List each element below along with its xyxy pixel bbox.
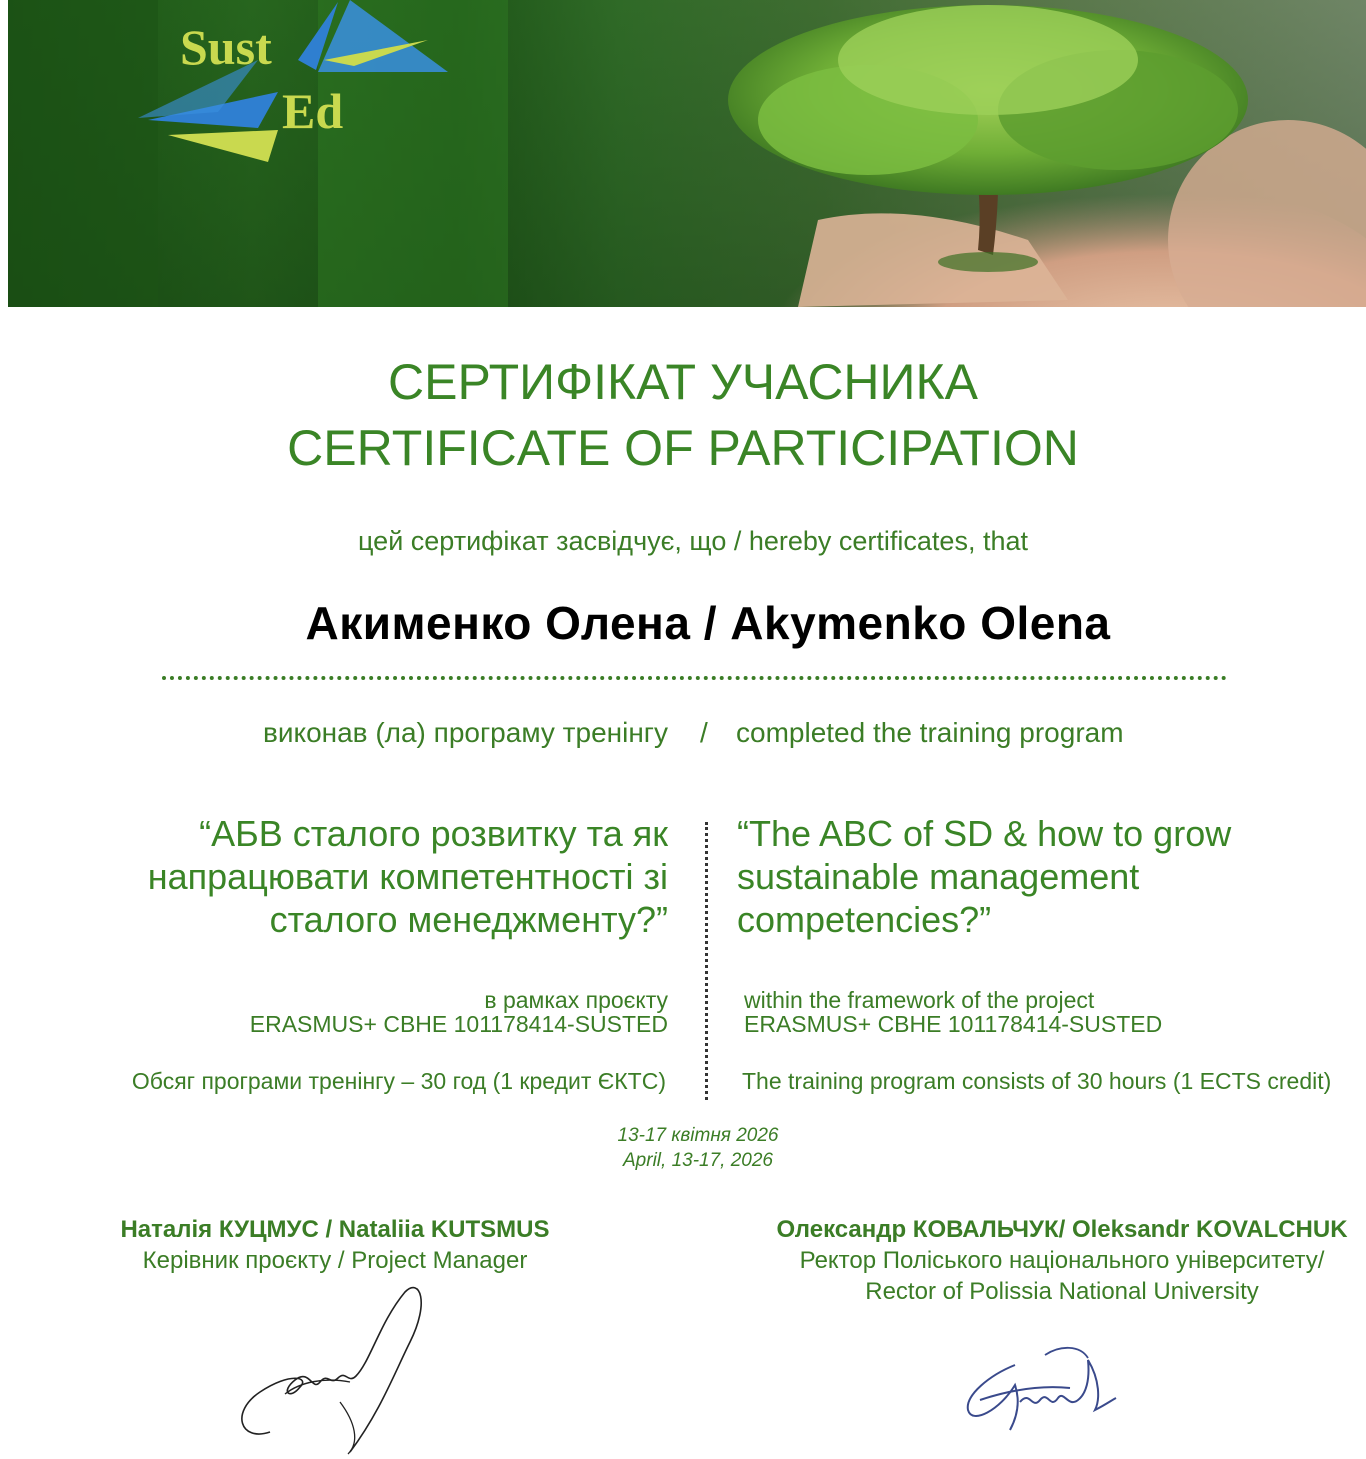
handwritten-signature-manager	[230, 1282, 440, 1458]
signatory-role-line-2: Rector of Polissia National University	[865, 1278, 1259, 1305]
certificate-title-ukrainian: СЕРТИФІКАТ УЧАСНИКА	[388, 354, 978, 410]
certifies-statement: цей сертифікат засвідчує, що / hereby certificates, that	[358, 526, 1028, 556]
column-divider	[705, 822, 708, 1100]
program-title-ukrainian: “АБВ сталого розвитку та як напрацювати компетентності зі сталого менеджменту?”	[147, 813, 668, 940]
handwritten-signature-rector	[960, 1340, 1120, 1440]
project-line-1-ukrainian: в рамках проєкту	[484, 987, 668, 1013]
signatory-role: Керівник проєкту / Project Manager	[142, 1247, 528, 1274]
program-volume-english: The training program consists of 30 hours (1 ECTS credit)	[742, 1068, 1332, 1094]
completed-statement-english: completed the training program	[736, 717, 1124, 748]
header-banner	[8, 0, 1366, 307]
signatory-name: Олександр КОВАЛЬЧУК/ Oleksandr KOVALCHUK	[776, 1216, 1348, 1243]
logo-text-ed: Ed	[282, 83, 344, 139]
project-line-1-english: within the framework of the project	[744, 987, 1095, 1013]
tree-in-hand-icon	[648, 0, 1366, 307]
date-english: April, 13-17, 2026	[623, 1150, 773, 1171]
signatory-rector	[760, 1214, 1364, 1307]
signatory-project-manager	[60, 1214, 610, 1276]
name-dotted-underline	[162, 676, 1227, 680]
signatory-role-line-1: Ректор Поліського національного університету/	[799, 1247, 1325, 1274]
program-volume-ukrainian: Обсяг програми тренінгу – 30 год (1 кредит ЄКТС)	[131, 1068, 666, 1094]
project-info-ukrainian	[60, 988, 668, 1036]
project-code-english: ERASMUS+ CBHE 101178414-SUSTED	[744, 1011, 1163, 1037]
program-title-english: “The ABC of SD & how to grow sustainable management competencies?”	[737, 813, 1232, 940]
certificate-title-english: CERTIFICATE OF PARTICIPATION	[287, 420, 1079, 476]
project-code-ukrainian: ERASMUS+ CBHE 101178414-SUSTED	[249, 1011, 668, 1037]
completed-statement-ukrainian: виконав (ла) програму тренінгу	[262, 717, 668, 748]
sustainable-education-logo	[128, 0, 458, 180]
logo-text-sust: Sust	[180, 19, 272, 75]
completed-separator: /	[700, 717, 708, 748]
date-ukrainian: 13-17 квітня 2026	[617, 1125, 779, 1146]
project-info-english	[744, 988, 1344, 1036]
participant-name: Акименко Олена / Akymenko Olena	[305, 597, 1111, 649]
signatory-name: Наталія КУЦМУС / Nataliia KUTSMUS	[120, 1216, 550, 1243]
